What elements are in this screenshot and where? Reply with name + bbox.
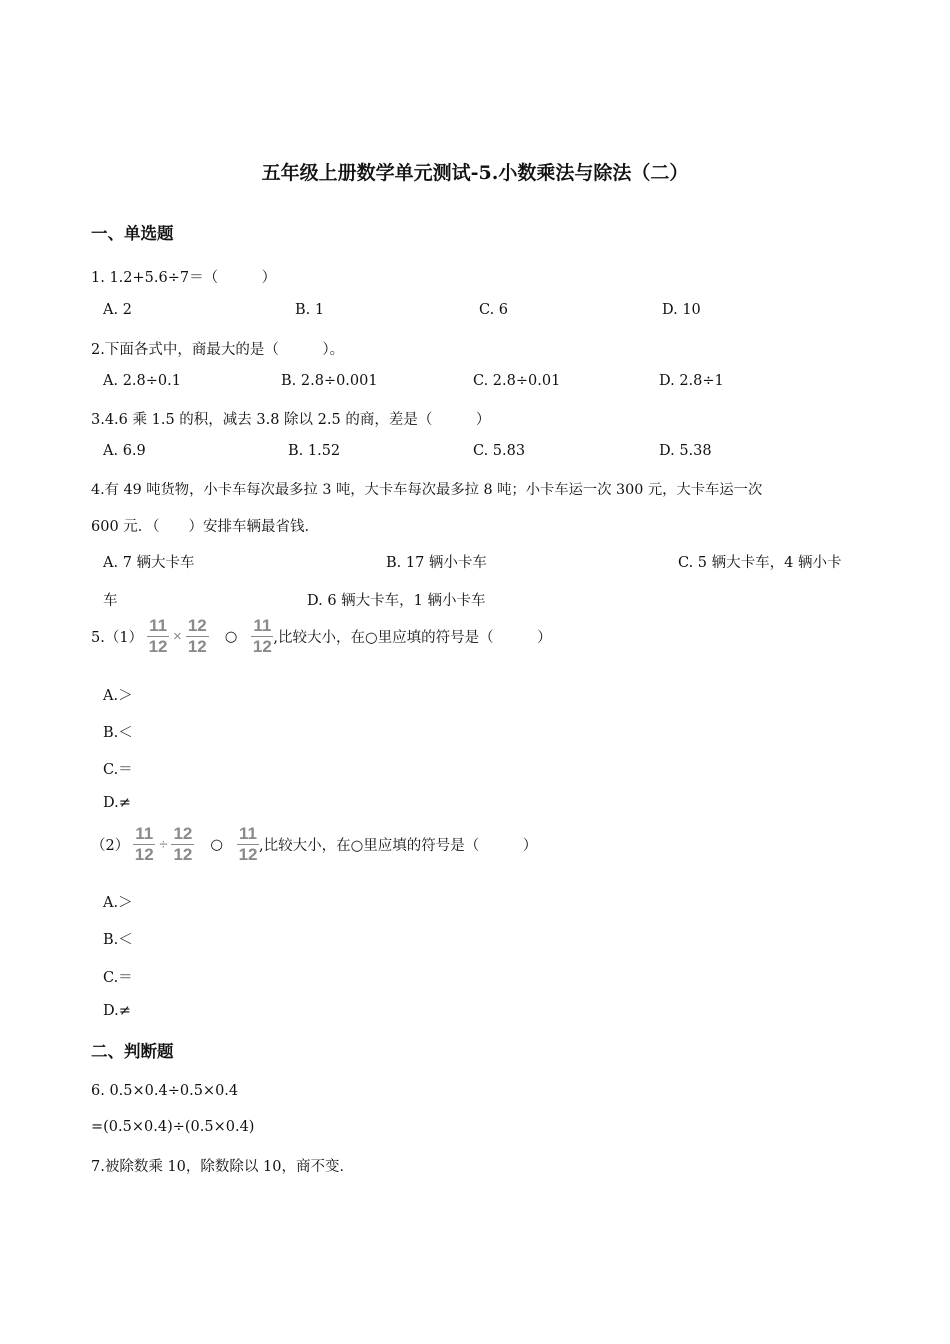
question-3: 3.4.6 乘 1.5 的积，减去 3.8 除以 2.5 的商，差是（ ）: [91, 412, 491, 428]
q4-option-a[interactable]: A. 7 辆大卡车: [103, 555, 195, 571]
q5-p2-fraction-2: $\frac{12}{12}$: [173, 824, 193, 864]
comparison-circle: ○: [224, 628, 238, 645]
q1-option-a[interactable]: A. 2: [103, 302, 132, 318]
divide-sign: ÷: [159, 836, 168, 853]
q5-p2-prefix: （2）: [91, 838, 130, 854]
q2-option-d[interactable]: D. 2.8÷1: [659, 373, 724, 389]
multiply-sign: ×: [173, 628, 182, 645]
q5-p1-option-a[interactable]: A.＞: [103, 688, 133, 704]
q1-option-b[interactable]: B. 1: [295, 302, 325, 318]
q5-p1-option-b[interactable]: B.＜: [103, 725, 133, 741]
q5-p2-option-a[interactable]: A.＞: [103, 895, 133, 911]
q4-option-c-continued: 车: [103, 593, 118, 609]
question-6-line-2: =(0.5×0.4)÷(0.5×0.4): [91, 1119, 255, 1135]
question-1: 1. 1.2+5.6÷7＝（ ）: [91, 270, 277, 286]
q5-p1-suffix: ,比较大小，在○里应填的符号是（ ）: [273, 630, 552, 646]
q3-option-c[interactable]: C. 5.83: [473, 443, 526, 459]
q5-p2-fraction-3: $\frac{11}{12}$: [238, 824, 258, 864]
q3-option-b[interactable]: B. 1.52: [288, 443, 341, 459]
q5-p1-option-d[interactable]: D.≠: [103, 795, 131, 811]
question-2: 2.下面各式中，商最大的是（ ）。: [91, 342, 345, 358]
q5-p1-prefix: 5.（1）: [91, 630, 144, 646]
comparison-circle: ○: [210, 836, 224, 853]
q1-option-c[interactable]: C. 6: [479, 302, 509, 318]
q3-option-a[interactable]: A. 6.9: [103, 443, 146, 459]
question-4-line-2: 600 元．（ ）安排车辆最省钱．: [91, 519, 320, 535]
question-4-line-1: 4.有 49 吨货物，小卡车每次最多拉 3 吨，大卡车每次最多拉 8 吨；小卡车运一次 300 元，大卡车运一次: [91, 482, 763, 498]
q5-p1-fraction-1: $\frac{11}{12}$: [148, 616, 168, 656]
q5-p1-fraction-2: $\frac{12}{12}$: [187, 616, 207, 656]
page-title: 五年级上册数学单元测试-5.小数乘法与除法（二）: [261, 162, 689, 184]
q4-option-d[interactable]: D. 6 辆大卡车，1 辆小卡车: [307, 593, 486, 609]
question-5-part-1: [91, 617, 552, 656]
q2-option-c[interactable]: C. 2.8÷0.01: [473, 373, 561, 389]
q5-p2-fraction-1: $\frac{11}{12}$: [134, 824, 154, 864]
question-6-line-1: 6. 0.5×0.4÷0.5×0.4: [91, 1083, 239, 1099]
q3-option-d[interactable]: D. 5.38: [659, 443, 712, 459]
q4-option-c[interactable]: C. 5 辆大卡车，4 辆小卡: [678, 555, 842, 571]
q5-p1-fraction-3: $\frac{11}{12}$: [252, 616, 272, 656]
q5-p2-option-b[interactable]: B.＜: [103, 932, 133, 948]
question-5-part-2: [91, 825, 537, 864]
q2-option-a[interactable]: A. 2.8÷0.1: [103, 373, 181, 389]
q5-p2-option-c[interactable]: C.＝: [103, 970, 133, 986]
q5-p1-option-c[interactable]: C.＝: [103, 762, 133, 778]
section-heading-true-false: 二、判断题: [91, 1042, 174, 1061]
q1-option-d[interactable]: D. 10: [662, 302, 701, 318]
q5-p2-suffix: ,比较大小，在○里应填的符号是（ ）: [259, 838, 538, 854]
q4-option-b[interactable]: B. 17 辆小卡车: [386, 555, 487, 571]
question-7: 7.被除数乘 10，除数除以 10，商不变．: [91, 1159, 354, 1175]
section-heading-single-choice: 一、单选题: [91, 224, 174, 243]
q5-p2-option-d[interactable]: D.≠: [103, 1003, 131, 1019]
q2-option-b[interactable]: B. 2.8÷0.001: [281, 373, 378, 389]
